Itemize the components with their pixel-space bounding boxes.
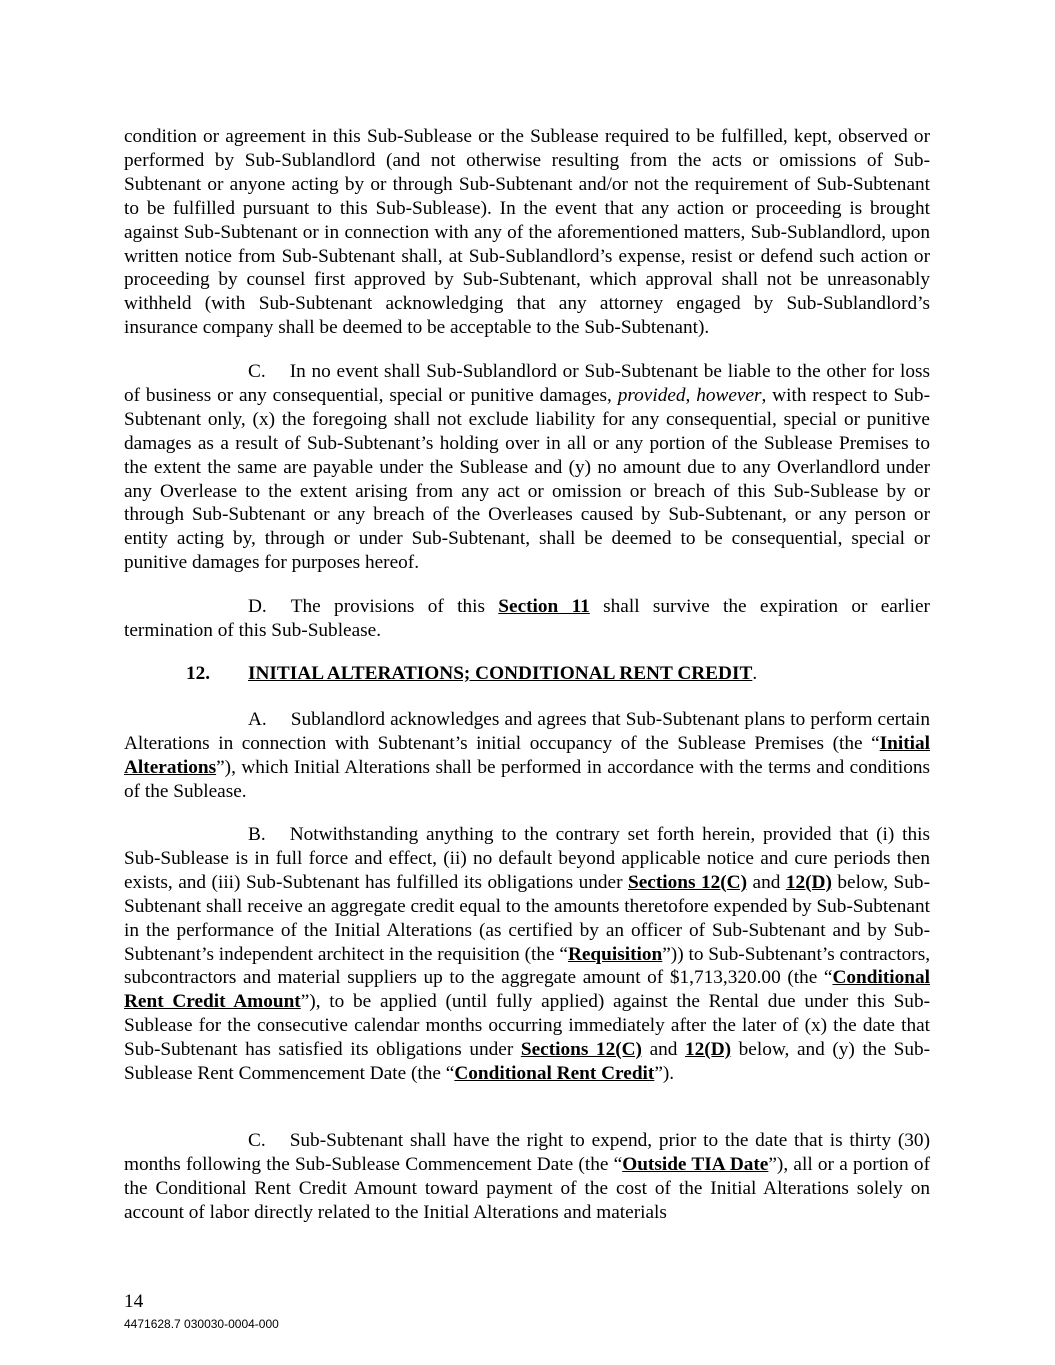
- defined-term: Outside TIA Date: [622, 1153, 769, 1175]
- paragraph-text: The provisions of this: [290, 596, 499, 617]
- paragraph-label: D.: [248, 596, 267, 617]
- defined-term: Requisition: [567, 943, 663, 965]
- paragraph-text: ”), all or a portion of the Conditional Rent Credit Amount toward payment of the cost of the Initial Alterations solely on account of labor directly related to the Initial Alterations and materials: [124, 1153, 930, 1223]
- paragraph-label: C.: [248, 1130, 266, 1151]
- section-reference: Sections 12(C): [628, 871, 748, 893]
- paragraph-text: and: [641, 1039, 686, 1061]
- paragraph-11d: [124, 595, 930, 643]
- section-reference: 12(D): [685, 1039, 732, 1061]
- section-title-period: .: [752, 663, 758, 684]
- paragraph-12b: [124, 823, 930, 1086]
- paragraph-12a: [124, 708, 930, 804]
- defined-term: Conditional Rent Credit: [454, 1063, 655, 1085]
- paragraph-text: Sublandlord acknowledges and agrees that Sub-Subtenant plans to perform certain Alterations in connection with Subtenant’s initial occupancy of the Sublease Premises (the “: [124, 709, 930, 754]
- page-number: 14: [124, 1291, 144, 1312]
- paragraph-text: below, and (y) the Sub-Sublease Rent Commencement Date (the “: [124, 1039, 931, 1085]
- section-reference: 12(D): [785, 871, 832, 893]
- paragraph-text: ”), to be applied (until fully applied) against the Rental due under this Sub-Sublease for the consecutive calendar months occurring immediately after the later of (x) the date that Sub-Subtenant has satisfied its obligations under: [124, 991, 931, 1061]
- paragraph-text: , with respect to Sub-Subtenant only, (x) the foregoing shall not exclude liability for any consequential, special or punitive damages as a result of Sub-Subtenant’s holding over in all or any portion of the Sublease Premises to the extent the same are payable under the Sublease and (y) no amount due to any Overlandlord under any Overlease to the extent arising from any act or omission or breach of this Sub-Sublease by or through Sub-Subtenant or any breach of the Overleases caused by Sub-Subtenant, or any person or entity acting by, through or under Sub-Subtenant, shall be deemed to be consequential, special or punitive damages for purposes hereof.: [124, 384, 930, 574]
- paragraph-text: ”).: [654, 1063, 675, 1085]
- section-12-heading: [186, 662, 930, 686]
- paragraph-label: C.: [248, 361, 266, 382]
- paragraph-text: ,: [685, 384, 697, 406]
- paragraph-text: below, Sub-Subtenant shall receive an aggregate credit equal to the amounts theretofore expended by Sub-Subtenant in the performance of the Initial Alterations (as certified by an officer of Sub-Subtenant and by Sub-Subtenant’s independent architect in the requisition (the “: [124, 871, 930, 965]
- paragraph-text: Notwithstanding anything to the contrary set forth herein, provided that (i) this Sub-Sublease is in full force and effect, (ii) no default beyond applicable notice and cure periods then exists, and (iii) Sub-Subtenant has fulfilled its obligations under: [124, 824, 930, 893]
- document-id: 4471628.7 030030-0004-000: [124, 1317, 279, 1331]
- paragraph-text: In no event shall Sub-Sublandlord or Sub-Subtenant be liable to the other for loss of business or any consequential, special or punitive damages,: [124, 361, 930, 406]
- paragraph-text: ”), which Initial Alterations shall be performed in accordance with the terms and conditions of the Sublease.: [124, 756, 930, 802]
- italic-term: however: [696, 384, 762, 406]
- paragraph-label: B.: [248, 824, 266, 845]
- defined-term: Conditional Rent Credit Amount: [124, 967, 930, 1013]
- section-number: 12.: [186, 663, 211, 684]
- paragraph-text: shall survive the expiration or earlier termination of this Sub-Sublease.: [124, 596, 930, 641]
- paragraph-12c: [124, 1129, 930, 1225]
- paragraph-continuation: [124, 125, 930, 340]
- paragraph-text: and: [747, 871, 786, 893]
- paragraph-text: condition or agreement in this Sub-Sublease or the Sublease required to be fulfilled, kept, observed or performed by Sub-Sublandlord (and not otherwise resulting from the acts or omissions of Sub-Subtenant or anyone acting by or through Sub-Subtenant and/or not the requirement of Sub-Subtenant to be fulfilled pursuant to this Sub-Sublease). In the event that any action or proceeding is brought against Sub-Subtenant or in connection with any of the aforementioned matters, Sub-Sublandlord, upon written notice from Sub-Subtenant shall, at Sub-Sublandlord’s expense, resist or defend such action or proceeding by counsel first approved by Sub-Subtenant, which approval shall not be unreasonably withheld (with Sub-Subtenant acknowledging that any attorney engaged by Sub-Sublandlord’s insurance company shall be deemed to be acceptable to the Sub-Subtenant).: [124, 126, 930, 339]
- section-reference: Sections 12(C): [520, 1039, 642, 1061]
- paragraph-text: Sub-Subtenant shall have the right to expend, prior to the date that is thirty (30) months following the Sub-Sublease Commencement Date (the “: [124, 1130, 930, 1175]
- paragraph-text: ”)) to Sub-Subtenant’s contractors, subcontractors and material suppliers up to the aggregate amount of $1,713,320.00 (the “: [124, 943, 931, 989]
- defined-term: Initial Alterations: [124, 732, 930, 778]
- section-title: INITIAL ALTERATIONS; CONDITIONAL RENT CREDIT: [248, 663, 753, 684]
- italic-term: provided: [617, 384, 686, 406]
- paragraph-11c: [124, 360, 930, 575]
- section-reference: Section 11: [498, 596, 590, 617]
- paragraph-label: A.: [248, 709, 267, 730]
